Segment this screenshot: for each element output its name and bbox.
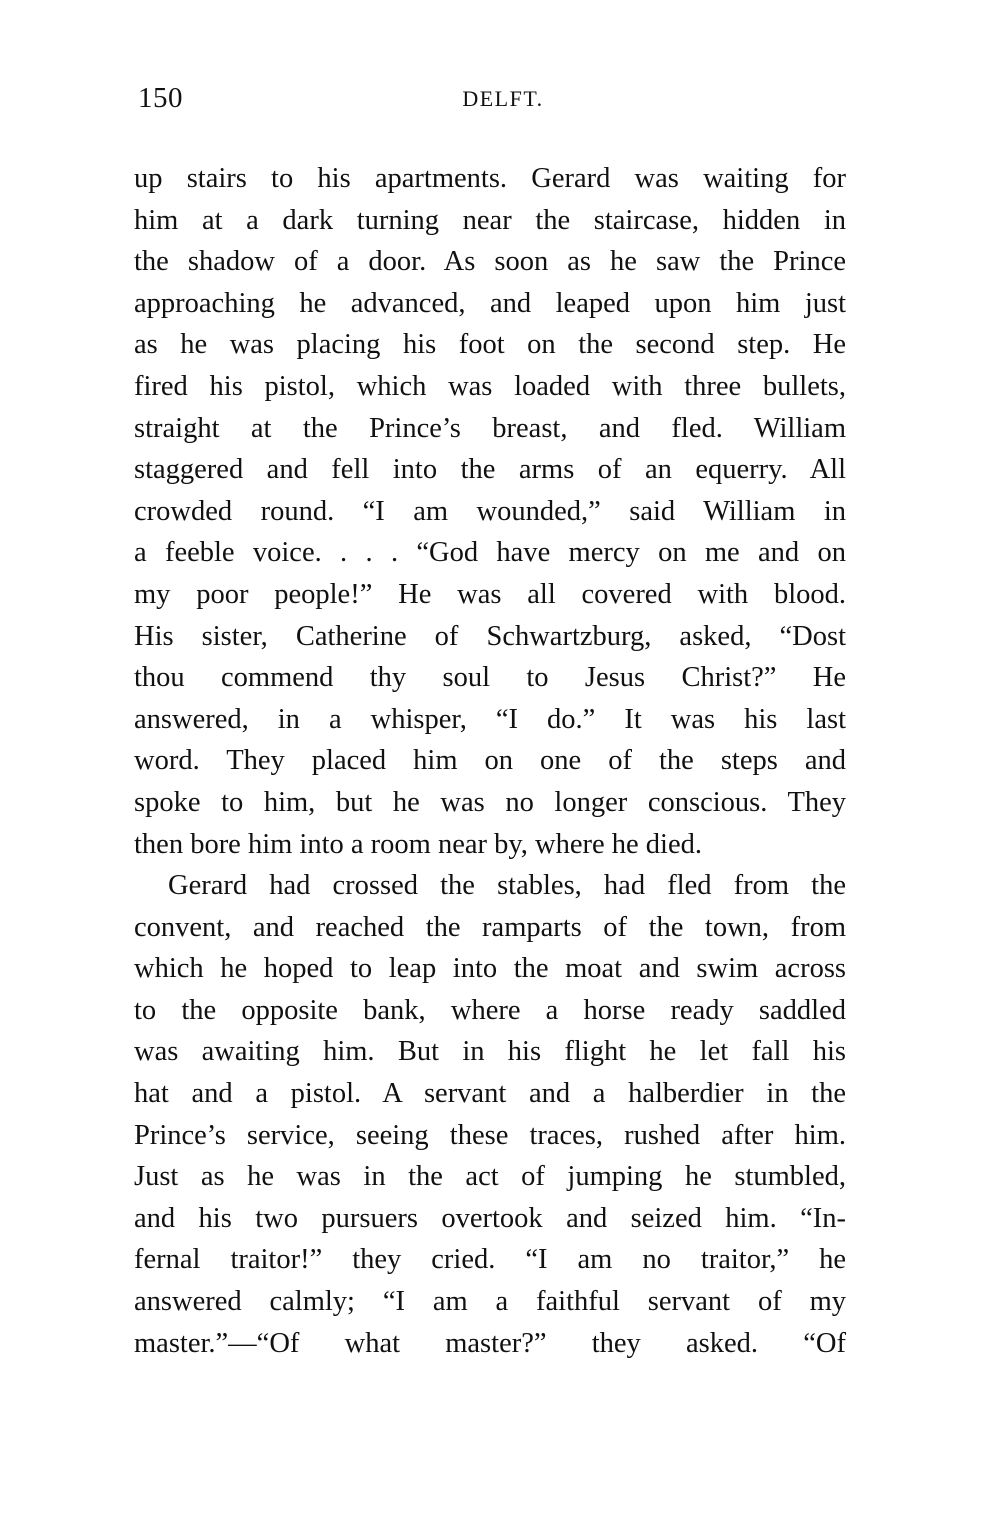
text-line: as he was placing his foot on the second step. He: [134, 329, 846, 361]
text-line: answered, in a whisper, “I do.” It was his last: [134, 703, 846, 735]
text-line: Prince’s service, seeing these traces, rushed after him.: [134, 1119, 846, 1151]
text-line: Just as he was in the act of jumping he stumbled,: [134, 1161, 846, 1193]
text-line: answered calmly; “I am a faithful servant of my: [134, 1286, 846, 1318]
text-line: convent, and reached the ramparts of the town, from: [134, 911, 846, 943]
text-line: and his two pursuers overtook and seized him. “In-: [134, 1202, 846, 1234]
text-line: thou commend thy soul to Jesus Christ?” He: [134, 662, 846, 694]
text-line: master.”—“Of what master?” they asked. “Of: [134, 1327, 846, 1359]
text-line: spoke to him, but he was no longer conscious. They: [134, 786, 846, 818]
text-line: my poor people!” He was all covered with blood.: [134, 578, 846, 610]
text-line: which he hoped to leap into the moat and swim across: [134, 953, 846, 985]
text-line: straight at the Prince’s breast, and fled. William: [134, 412, 846, 444]
page-number: 150: [138, 82, 183, 114]
text-line: to the opposite bank, where a horse ready saddled: [134, 994, 846, 1026]
body-text: [134, 158, 846, 1364]
text-line: hat and a pistol. A servant and a halberdier in the: [134, 1078, 846, 1110]
text-line: was awaiting him. But in his flight he let fall his: [134, 1036, 846, 1068]
text-line: him at a dark turning near the staircase, hidden in: [134, 204, 846, 236]
text-line: up stairs to his apartments. Gerard was waiting for: [134, 163, 846, 194]
text-line: crowded round. “I am wounded,” said William in: [134, 495, 846, 527]
text-line: approaching he advanced, and leaped upon him just: [134, 287, 846, 319]
text-line: word. They placed him on one of the steps and: [134, 745, 846, 777]
text-line: fernal traitor!” they cried. “I am no traitor,” he: [134, 1244, 846, 1276]
text-line: the shadow of a door. As soon as he saw the Prince: [134, 246, 846, 278]
text-line: then bore him into a room near by, where he died.: [134, 828, 702, 860]
text-line: His sister, Catherine of Schwartzburg, asked, “Dost: [134, 620, 846, 652]
text-line: a feeble voice. . . . “God have mercy on me and on: [134, 537, 846, 569]
text-line: staggered and fell into the arms of an equerry. All: [134, 454, 846, 486]
running-head: [138, 82, 848, 122]
running-title: DELFT.: [462, 86, 544, 111]
text-line: Gerard had crossed the stables, had fled from the: [168, 870, 846, 902]
text-line: fired his pistol, which was loaded with three bullets,: [134, 370, 846, 402]
